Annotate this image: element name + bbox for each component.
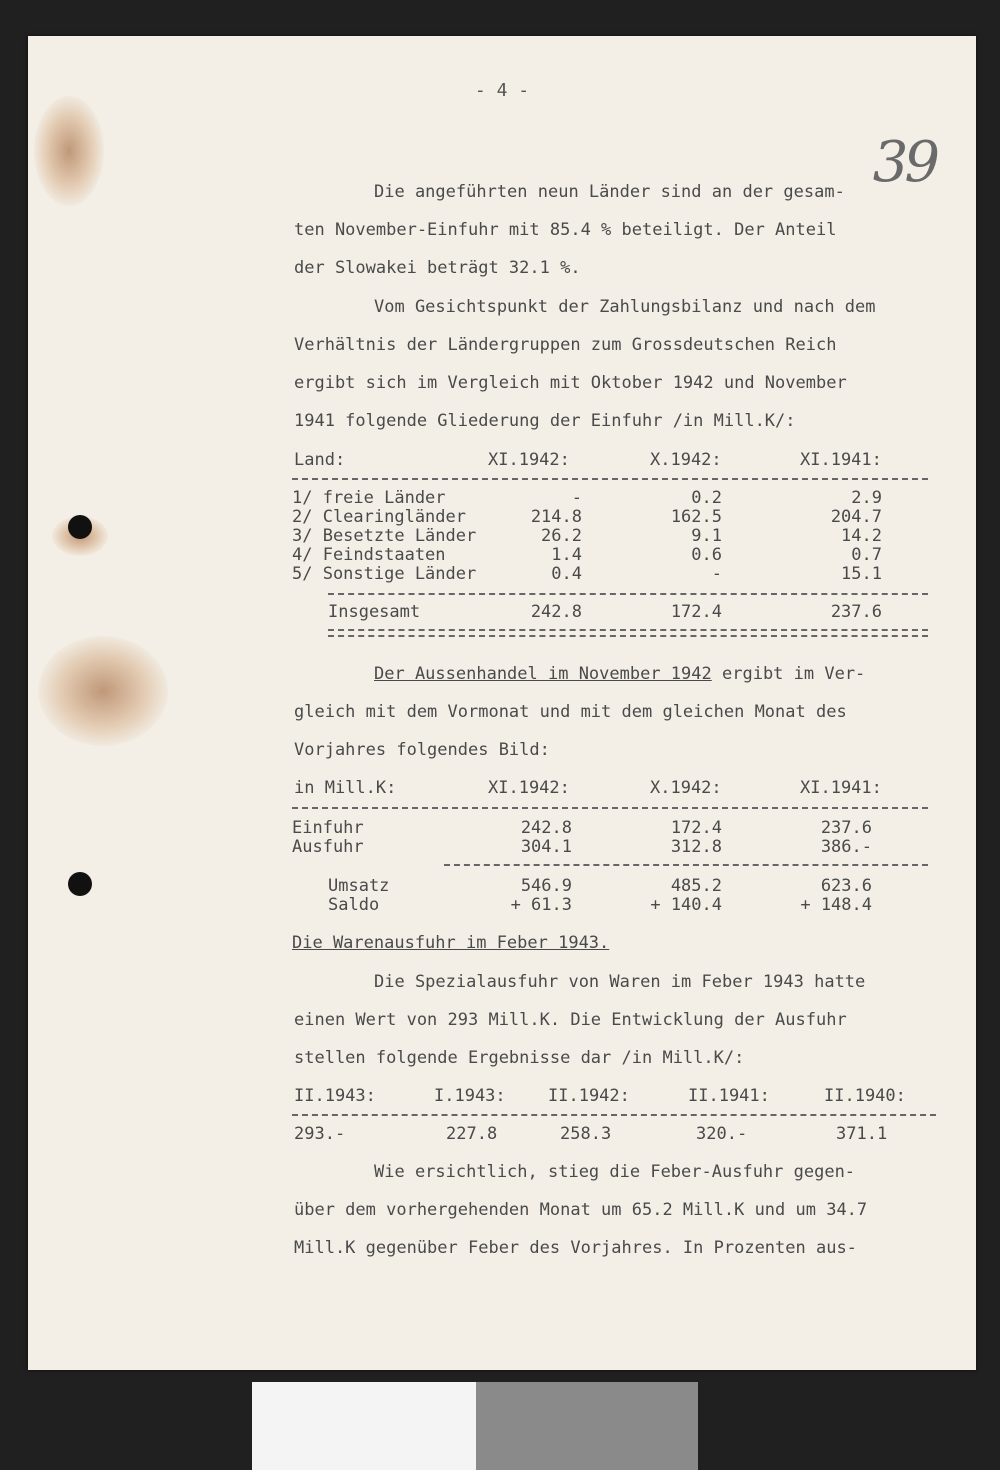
table-header-cell: II.1941: — [688, 1086, 770, 1106]
paragraph-line: Verhältnis der Ländergruppen zum Grossdeutschen Reich — [294, 335, 837, 355]
table-header-cell: XI.1942: — [488, 778, 570, 798]
table-cell: 15.1 — [841, 564, 882, 584]
handwritten-page-number: 39 — [872, 130, 936, 195]
table-cell: - — [711, 564, 722, 584]
table-header-cell: X.1942: — [650, 778, 722, 798]
table-cell: + 61.3 — [510, 895, 572, 915]
paragraph-line: Die angeführten neun Länder sind an der gesam- — [374, 182, 845, 202]
table-row-label: 5/ Sonstige Länder — [292, 564, 477, 584]
burn-stain-top — [34, 96, 104, 206]
paragraph-line: stellen folgende Ergebnisse dar /in Mill.K/: — [294, 1048, 745, 1068]
table-total-cell: 242.8 — [530, 602, 582, 622]
calibration-swatch-gray — [476, 1382, 698, 1470]
table-cell: 0.2 — [691, 488, 722, 508]
table-header-cell: XI.1941: — [800, 778, 882, 798]
paragraph-line: Vom Gesichtspunkt der Zahlungsbilanz und nach dem — [374, 297, 876, 317]
paragraph-line: ergibt sich im Vergleich mit Oktober 1942 und November — [294, 373, 847, 393]
table-header-cell: XI.1941: — [800, 450, 882, 470]
punch-hole-top — [68, 515, 92, 539]
table-row-label: 3/ Besetzte Länder — [292, 526, 477, 546]
table-cell: 258.3 — [560, 1124, 612, 1144]
burn-stain-large — [38, 636, 168, 746]
table-cell: 371.1 — [836, 1124, 888, 1144]
table-header-cell: Land: — [294, 450, 346, 470]
table-cell: 623.6 — [820, 876, 872, 896]
table-cell: 242.8 — [520, 818, 572, 838]
table-cell: 204.7 — [830, 507, 882, 527]
table-rule — [328, 593, 928, 595]
table-row-label: Umsatz — [328, 876, 390, 896]
paragraph-line: Wie ersichtlich, stieg die Feber-Ausfuhr gegen- — [374, 1162, 856, 1182]
table-cell: 546.9 — [520, 876, 572, 896]
table-cell: - — [571, 488, 582, 508]
table-total-label: Insgesamt — [328, 602, 421, 622]
table-row-label: Einfuhr — [292, 818, 364, 838]
table-cell: 162.5 — [670, 507, 722, 527]
table-header-cell: II.1943: — [294, 1086, 376, 1106]
table-header-cell: in Mill.K: — [294, 778, 397, 798]
underlined-phrase: Der Aussenhandel im November 1942 — [374, 664, 712, 684]
table-rule — [292, 807, 928, 809]
table-cell: 312.8 — [670, 837, 722, 857]
document-page — [28, 36, 976, 1370]
table-total-cell: 172.4 — [670, 602, 722, 622]
table-cell: 485.2 — [670, 876, 722, 896]
table-header-cell: II.1942: — [548, 1086, 630, 1106]
paragraph-line: einen Wert von 293 Mill.K. Die Entwicklung der Ausfuhr — [294, 1010, 847, 1030]
table-cell: 9.1 — [691, 526, 722, 546]
table-cell: 227.8 — [446, 1124, 498, 1144]
paragraph-line: Mill.K gegenüber Feber des Vorjahres. In Prozenten aus- — [294, 1238, 857, 1258]
paragraph-text: ergibt im Ver- — [711, 664, 866, 684]
punch-hole-bottom — [68, 872, 92, 896]
table-row-label: 1/ freie Länder — [292, 488, 446, 508]
table-cell: 320.- — [696, 1124, 748, 1144]
paragraph-line: der Slowakei beträgt 32.1 %. — [294, 258, 581, 278]
paragraph-line: Die Spezialausfuhr von Waren im Feber 1943 hatte — [374, 972, 866, 992]
table-cell: 1.4 — [551, 545, 582, 565]
table-row-label: 2/ Clearingländer — [292, 507, 466, 527]
table-cell: + 148.4 — [800, 895, 872, 915]
table-header-cell: X.1942: — [650, 450, 722, 470]
table-cell: 14.2 — [841, 526, 882, 546]
table-cell: 172.4 — [670, 818, 722, 838]
paragraph-line: 1941 folgende Gliederung der Einfuhr /in Mill.K/: — [294, 411, 796, 431]
table-header-cell: XI.1942: — [488, 450, 570, 470]
table-cell: 0.4 — [551, 564, 582, 584]
table-row-label: Ausfuhr — [292, 837, 364, 857]
table-cell: 304.1 — [520, 837, 572, 857]
paragraph-line: über dem vorhergehenden Monat um 65.2 Mill.K und um 34.7 — [294, 1200, 868, 1220]
page-number: - 4 - — [474, 80, 530, 101]
table-cell: 214.8 — [530, 507, 582, 527]
table-cell: 26.2 — [541, 526, 582, 546]
section-heading: Die Warenausfuhr im Feber 1943. — [292, 933, 610, 953]
table-cell: 0.7 — [851, 545, 882, 565]
table-total-cell: 237.6 — [830, 602, 882, 622]
table-header-cell: I.1943: — [434, 1086, 506, 1106]
paragraph-line: Vorjahres folgendes Bild: — [294, 740, 550, 760]
paragraph-line: ten November-Einfuhr mit 85.4 % beteiligt. Der Anteil — [294, 220, 837, 240]
table-cell: 237.6 — [820, 818, 872, 838]
table-cell: 0.6 — [691, 545, 722, 565]
paragraph-line: gleich mit dem Vormonat und mit dem gleichen Monat des — [294, 702, 847, 722]
table-cell: 2.9 — [851, 488, 882, 508]
table-cell: + 140.4 — [650, 895, 722, 915]
table-double-rule — [328, 629, 928, 637]
table-rule — [444, 864, 928, 866]
table-rule — [292, 478, 928, 480]
table-cell: 386.- — [820, 837, 872, 857]
table-row-label: Saldo — [328, 895, 380, 915]
table-rule — [292, 1114, 936, 1116]
table-row-label: 4/ Feindstaaten — [292, 545, 446, 565]
table-header-cell: II.1940: — [824, 1086, 906, 1106]
paragraph-line — [374, 664, 865, 684]
calibration-swatch-white — [252, 1382, 476, 1470]
table-cell: 293.- — [294, 1124, 346, 1144]
